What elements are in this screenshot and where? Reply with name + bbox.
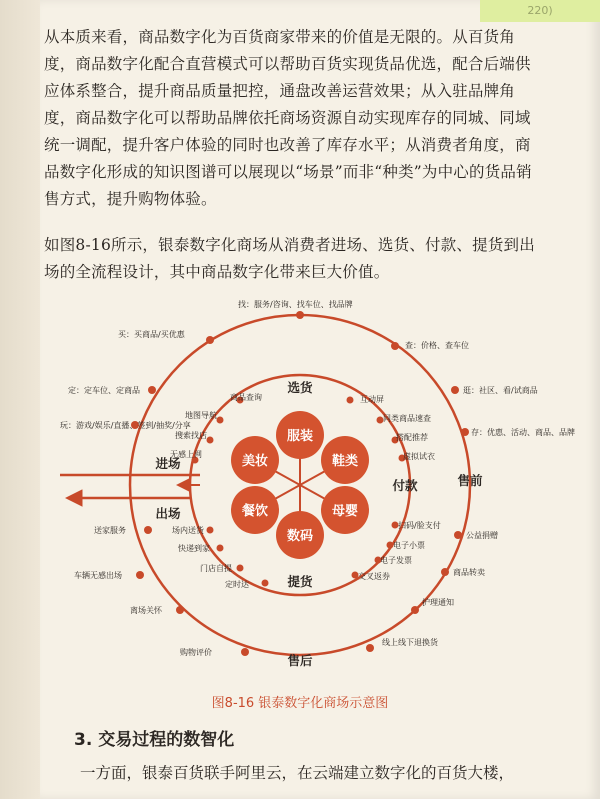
label-map-nav: 地图导航 <box>185 411 217 420</box>
stage-select: 选货 <box>287 380 313 395</box>
label-wifi: 无感上网 <box>170 450 202 459</box>
category-shoes: 鞋类 <box>331 454 359 469</box>
paragraph-1: 从本质来看，商品数字化为百货商家带来的价值是无限的。从百货角度，商品数字化配合直营模式可以帮助百货实现货品优选，配合后端供应体系整合，提升商品质量把控，通盘改善运营效果；从入驻品牌角度，商品数字化可以帮助品牌依托商场资源自动实现库存的同城、同域统一调配，提升客户体验的同时也改善了库存水平；从消费者角度，商品数字化形成的知识图谱可以展现以“场景”而非“种类”为中心的货品销售方式，提升购物体验。 <box>44 28 532 208</box>
section-title: 3. 交易过程的数智化 <box>74 730 235 750</box>
label-reserve: 定：定车位、定商品 <box>68 386 140 395</box>
stage-after-sale: 售后 <box>287 653 313 668</box>
figure-caption: 图8-16 银泰数字化商场示意图 <box>211 696 389 711</box>
label-donation: 公益捐赠 <box>466 531 498 540</box>
label-resell: 商品转卖 <box>453 568 485 577</box>
paragraph-2: 如图8-16所示，银泰数字化商场从消费者进场、选货、付款、提货到出场的全流程设计，其中商品数字化带来巨大价值。 <box>44 236 535 281</box>
label-match: 搭配推荐 <box>396 433 428 442</box>
label-virtual-try: 虚拟试衣 <box>403 452 435 461</box>
label-care-notice: 护理通知 <box>422 598 454 607</box>
label-browse: 逛：社区、看/试商品 <box>463 386 538 395</box>
label-e-invoice: 电子发票 <box>380 556 412 565</box>
label-screen: 互动屏 <box>360 395 384 404</box>
category-beauty: 美妆 <box>241 454 269 469</box>
label-review: 购物评价 <box>180 648 212 657</box>
stage-pre-sale: 售前 <box>457 473 483 488</box>
mall-diagram <box>60 290 575 700</box>
label-query: 商品查询 <box>230 393 262 402</box>
label-leave-care: 离场关怀 <box>130 606 162 615</box>
category-clothing: 服装 <box>286 429 314 444</box>
label-save: 存：优惠、活动、商品、品牌 <box>471 428 575 437</box>
sticky-note: 220) <box>480 0 600 22</box>
label-timed: 定时达 <box>225 580 249 589</box>
label-scan-pay: 扫码/脸支付 <box>398 521 441 530</box>
label-car-exit: 车辆无感出场 <box>74 571 122 580</box>
label-return: 线上线下退换货 <box>382 638 438 647</box>
label-home-delivery: 快递到家 <box>178 544 210 553</box>
paragraph-3: 一方面，银泰百货联手阿里云，在云端建立数字化的百货大楼， <box>80 764 515 782</box>
label-play: 玩：游戏/娱乐/直播、签到/抽奖/分享 <box>60 421 191 430</box>
label-delivery: 送家服务 <box>94 526 126 535</box>
label-pickup-store: 门店自提 <box>200 564 232 573</box>
category-digital: 数码 <box>286 529 314 544</box>
label-fast-compare: 同类商品速查 <box>383 414 431 423</box>
label-check: 查：价格、查车位 <box>405 341 469 350</box>
stage-enter: 进场 <box>155 456 181 471</box>
figure-digital-mall <box>60 290 575 700</box>
stage-pay: 付款 <box>392 478 418 493</box>
label-search-store: 搜索找店 <box>175 431 207 440</box>
category-baby: 母婴 <box>331 504 359 519</box>
stage-pickup: 提货 <box>287 574 313 589</box>
category-dining: 餐饮 <box>241 504 269 519</box>
label-in-mall-delivery: 场内送货 <box>172 526 204 535</box>
stage-exit: 出场 <box>155 506 181 521</box>
label-buy: 买：买商品/买优惠 <box>118 330 185 339</box>
book-gutter <box>0 0 40 799</box>
label-e-receipt: 电子小票 <box>393 541 425 550</box>
label-coupon: 交叉返券 <box>358 572 390 581</box>
label-find: 找：服务/咨询、找车位、找品牌 <box>238 300 353 309</box>
